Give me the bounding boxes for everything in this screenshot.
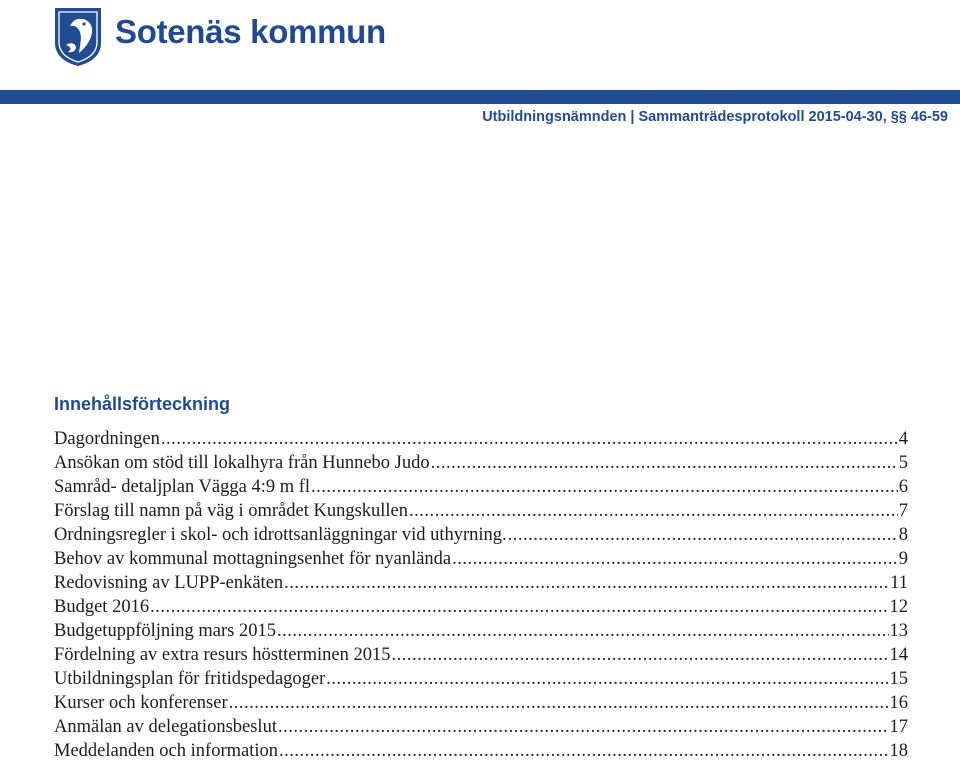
- toc-dot-leader: [150, 597, 888, 618]
- toc-entry[interactable]: [54, 693, 908, 717]
- toc-entry-title[interactable]: Utbildningsplan för fritidspedagoger: [54, 669, 326, 689]
- toc-entry-title[interactable]: Behov av kommunal mottagningsenhet för nyanlända: [54, 549, 452, 569]
- toc-dot-leader: [229, 693, 889, 714]
- toc-dot-leader: [326, 669, 888, 690]
- toc-entry-page-number[interactable]: 17: [889, 717, 908, 737]
- toc-heading: Innehållsförteckning: [54, 394, 231, 414]
- toc-entry-title[interactable]: Dagordningen: [54, 429, 160, 449]
- municipality-logo: [52, 4, 386, 68]
- toc-entry[interactable]: [54, 741, 908, 765]
- toc-entry[interactable]: [54, 525, 908, 549]
- toc-entry[interactable]: [54, 573, 908, 597]
- toc-entry-title[interactable]: Förslag till namn på väg i området Kungskullen: [54, 501, 409, 521]
- toc-entry-title[interactable]: Budgetuppföljning mars 2015: [54, 621, 276, 641]
- toc-entry-page-number[interactable]: 11: [890, 573, 908, 593]
- toc-entry-title[interactable]: Meddelanden och information: [54, 741, 278, 761]
- toc-dot-leader: [392, 645, 889, 666]
- toc-entry-page-number[interactable]: 15: [889, 669, 908, 689]
- toc-entry[interactable]: [54, 597, 908, 621]
- toc-entry[interactable]: [54, 621, 908, 645]
- toc-entry[interactable]: [54, 429, 908, 453]
- toc-entry-page-number[interactable]: 7: [898, 501, 908, 521]
- toc-entry-title[interactable]: Ansökan om stöd till lokalhyra från Hunnebo Judo: [54, 453, 430, 473]
- toc-dot-leader: [279, 741, 889, 762]
- toc-entry-title[interactable]: Kurser och konferenser: [54, 693, 228, 713]
- toc-dot-leader: [277, 621, 889, 642]
- toc-entry-title[interactable]: Ordningsregler i skol- och idrottsanläggningar vid uthyrning.: [54, 525, 507, 545]
- running-header: Utbildningsnämnden | Sammanträdesprotokoll 2015-04-30, §§ 46-59: [482, 109, 948, 125]
- toc-entry-title[interactable]: Redovisning av LUPP-enkäten: [54, 573, 284, 593]
- toc-entry[interactable]: [54, 645, 908, 669]
- toc-entry-title[interactable]: Anmälan av delegationsbeslut: [54, 717, 277, 737]
- municipal-crest-icon: [52, 5, 104, 67]
- toc-entry-page-number[interactable]: 12: [889, 597, 908, 617]
- toc-dot-leader: [452, 549, 898, 570]
- toc-entry-title[interactable]: Fördelning av extra resurs höstterminen 2015: [54, 645, 391, 665]
- header-divider-bar: [0, 90, 960, 104]
- toc-entry[interactable]: [54, 669, 908, 693]
- toc-entry[interactable]: [54, 501, 908, 525]
- toc-entry[interactable]: [54, 549, 908, 573]
- toc-dot-leader: [161, 429, 898, 450]
- toc-dot-leader: [508, 525, 898, 546]
- toc-entry-page-number[interactable]: 8: [898, 525, 908, 545]
- toc-entry-page-number[interactable]: 4: [898, 429, 908, 449]
- toc-entry-page-number[interactable]: 6: [898, 477, 908, 497]
- toc-dot-leader: [284, 573, 889, 594]
- toc-entry[interactable]: [54, 453, 908, 477]
- toc-entry-title[interactable]: Samråd- detaljplan Vägga 4:9 m fl: [54, 477, 311, 497]
- toc-entry-page-number[interactable]: 5: [898, 453, 908, 473]
- toc-entry[interactable]: [54, 717, 908, 741]
- toc-dot-leader: [311, 477, 898, 498]
- toc-entry-page-number[interactable]: 13: [889, 621, 908, 641]
- toc-entry-page-number[interactable]: 16: [889, 693, 908, 713]
- logo-wordmark: Sotenäs kommun: [115, 12, 386, 50]
- toc-entry-page-number[interactable]: 18: [889, 741, 908, 761]
- toc-entry-page-number[interactable]: 9: [898, 549, 908, 569]
- toc-dot-leader: [278, 717, 889, 738]
- toc-entry-title[interactable]: Budget 2016: [54, 597, 150, 617]
- toc-entry-page-number[interactable]: 14: [889, 645, 908, 665]
- toc-dot-leader: [409, 501, 898, 522]
- toc-dot-leader: [431, 453, 898, 474]
- table-of-contents: [54, 429, 908, 765]
- toc-entry[interactable]: [54, 477, 908, 501]
